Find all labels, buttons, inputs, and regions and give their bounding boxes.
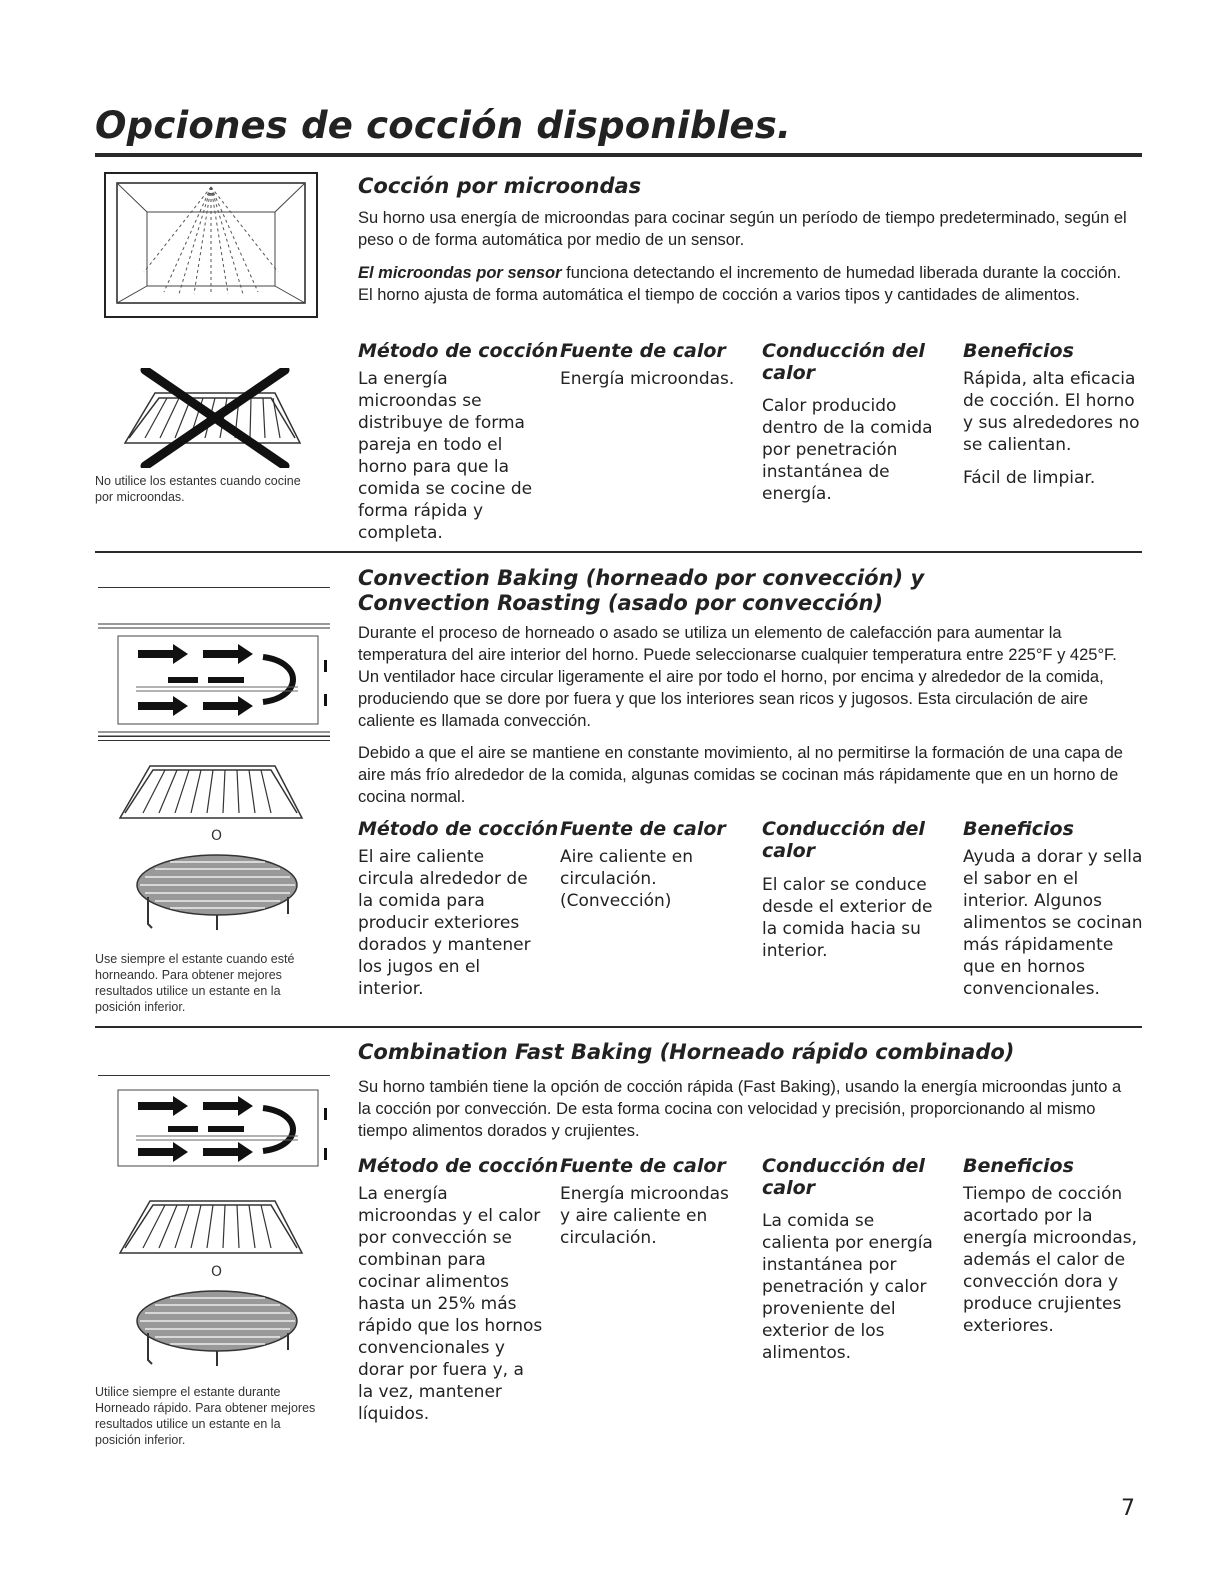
- combination-oven-rack-icon: [115, 1193, 305, 1263]
- combination-source-text: Energía microondas y aire caliente en circulación.: [560, 1184, 729, 1248]
- round-rack-icon: [130, 852, 305, 932]
- combination-left-rule: [98, 1075, 330, 1076]
- sensor-microwave-term: El microondas por sensor: [358, 264, 562, 282]
- microwave-heading: Cocción por microondas: [358, 174, 642, 198]
- title-rule: [95, 153, 1142, 157]
- convection-col-conduction-header: Conducción del calor: [762, 818, 925, 862]
- convection-para2: Debido a que el aire se mantiene en constante movimiento, al no permitirse la formación de una capa de aire más frío alrededor de la comida, algunas comidas se cocinan más rápidamente que en un horno de cocina normal.: [358, 744, 1123, 806]
- combination-method-text: La energía microondas y el calor por convección se combinan para cocinar alimentos hasta un 25% más rápido que los hornos convencionales y dorar por fuera y, a la vez, mantener líquidos.: [358, 1184, 543, 1424]
- combination-col-conduction-header: Conducción del calor: [762, 1155, 925, 1199]
- microwave-oven-icon: [104, 172, 318, 318]
- microwave-col-conduction-header: Conducción del calor: [762, 340, 925, 384]
- convection-left-rule-2: [98, 736, 330, 737]
- convection-fan-icon: [98, 622, 336, 742]
- combination-col-method-header: Método de cocción: [358, 1155, 559, 1177]
- page-number: 7: [1121, 1496, 1135, 1521]
- microwave-method-text: La energía microondas se distribuye de forma pareja en todo el horno para que la comida se cocine de forma rápida y completa.: [358, 369, 533, 543]
- convection-method-text: El aire caliente circula alrededor de la comida para producir exteriores dorados y mantener los jugos en el interior.: [358, 847, 531, 999]
- convection-heading-line1: Convection Baking (horneado por convección) y: [358, 566, 925, 590]
- convection-para1: Durante el proceso de horneado o asado se utiliza un elemento de calefacción para aumentar la temperatura del aire interior del horno. Puede seleccionarse cualquier temperatura entre 225°F y 425°F. Un ventilador hace circular ligeramente el aire por todo el horno, por encima y alrededor de la comida, produciendo que se dore por fuera y que los interiores sean ricos y jugosos. Esta circulación de aire caliente es llamada convección.: [358, 624, 1117, 730]
- convection-conduction-text: El calor se conduce desde el exterior de la comida hacia su interior.: [762, 875, 933, 961]
- combination-or-label: O: [211, 1264, 223, 1280]
- microwave-benefits-text: Rápida, alta eficacia de cocción. El horno y sus alrededores no se calientan.: [963, 369, 1140, 455]
- convection-caption: Use siempre el estante cuando esté horneando. Para obtener mejores resultados utilice un estante en la posición inferior.: [95, 952, 295, 1014]
- combination-para1: Su horno también tiene la opción de cocción rápida (Fast Baking), usando la energía microondas junto a la cocción por convección. De esta forma cocina con velocidad y precisión, proporcionando al mismo tiempo alimentos dorados y crujientes.: [358, 1078, 1122, 1140]
- microwave-col-method-header: Método de cocción: [358, 340, 559, 362]
- microwave-source-text: Energía microondas.: [560, 369, 735, 389]
- convection-col-benefits-header: Beneficios: [963, 818, 1074, 840]
- convection-left-rule: [98, 587, 330, 588]
- convection-col-method-header: Método de cocción: [358, 818, 559, 840]
- convection-heading: [358, 566, 924, 616]
- microwave-para1: Su horno usa energía de microondas para cocinar según un período de tiempo predeterminado, según el peso o de forma automática por medio de un sensor.: [358, 209, 1127, 249]
- microwave-conduction-text: Calor producido dentro de la comida por penetración instantánea de energía.: [762, 396, 933, 504]
- combination-caption: Utilice siempre el estante durante Horneado rápido. Para obtener mejores resultados utilice un estante en la posición inferior.: [95, 1385, 316, 1447]
- microwave-para2: [358, 262, 1130, 306]
- combination-round-rack-icon: [130, 1288, 305, 1368]
- crossed-rack-icon: [115, 368, 305, 468]
- convection-or-label: O: [211, 828, 223, 844]
- microwave-caption: No utilice los estantes cuando cocine por microondas.: [95, 474, 301, 504]
- combination-conduction-text: La comida se calienta por energía instantánea por penetración y calor proveniente del exterior de los alimentos.: [762, 1211, 933, 1363]
- microwave-col-benefits-header: Beneficios: [963, 340, 1074, 362]
- page-title: Opciones de cocción disponibles.: [95, 104, 792, 147]
- section-rule-1: [95, 551, 1142, 553]
- convection-source-text: Aire caliente en circulación. (Convección): [560, 847, 694, 911]
- combination-col-source-header: Fuente de calor: [560, 1155, 726, 1177]
- microwave-benefits-text-2: Fácil de limpiar.: [963, 468, 1096, 488]
- combination-benefits-text: Tiempo de cocción acortado por la energía microondas, además el calor de convección dora y produce crujientes exteriores.: [963, 1184, 1138, 1336]
- combination-col-benefits-header: Beneficios: [963, 1155, 1074, 1177]
- convection-heading-line2: Convection Roasting (asado por convección): [358, 591, 884, 615]
- convection-left-rule-3: [98, 740, 330, 741]
- convection-benefits-text: Ayuda a dorar y sella el sabor en el interior. Algunos alimentos se cocinan más rápidamente que en hornos convencionales.: [963, 847, 1143, 999]
- convection-col-source-header: Fuente de calor: [560, 818, 726, 840]
- microwave-col-source-header: Fuente de calor: [560, 340, 726, 362]
- combination-fan-icon: [98, 1088, 336, 1170]
- oven-rack-icon: [115, 758, 305, 828]
- section-rule-2: [95, 1026, 1142, 1028]
- combination-heading: Combination Fast Baking (Horneado rápido combinado): [358, 1040, 1015, 1064]
- microwave-para2-text: funciona detectando el incremento de humedad liberada durante la cocción. El horno ajusta de forma automática el tiempo de cocción a varios tipos y cantidades de alimentos.: [358, 264, 1122, 304]
